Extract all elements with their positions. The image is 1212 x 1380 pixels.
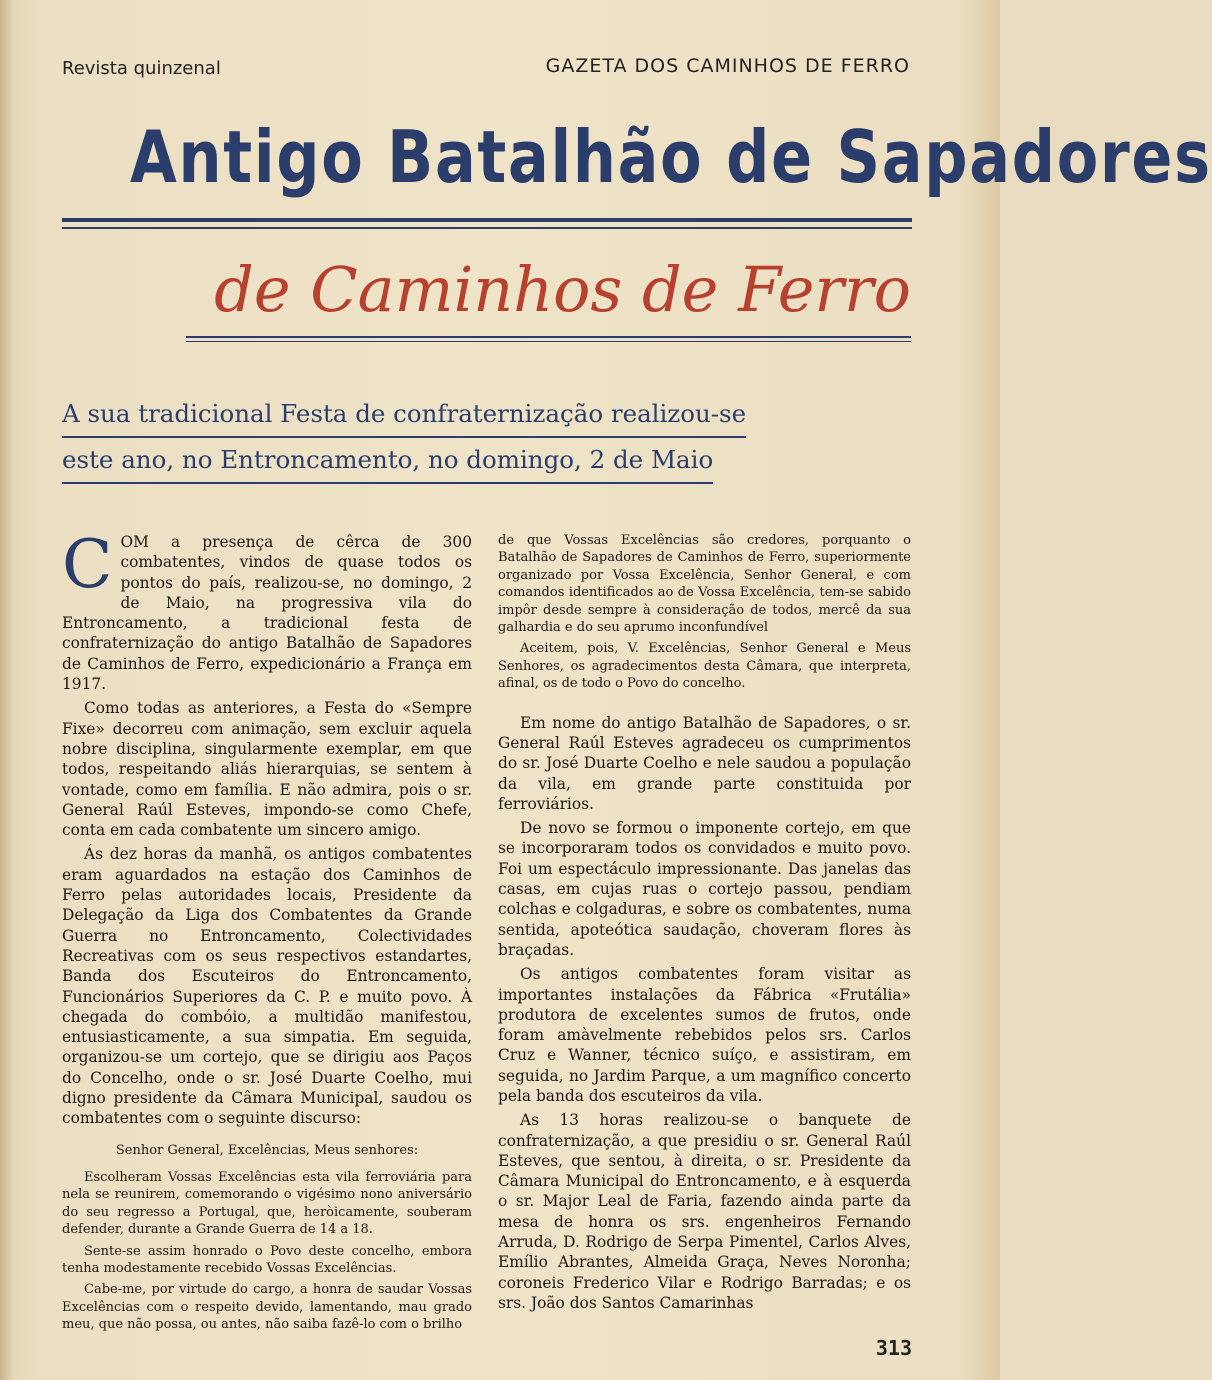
speech-paragraph: de que Vossas Excelências são credores, porquanto o Batalhão de Sapadores de Caminhos de Ferro, superiormente organizado por Vossa Excelência, Senhor General, e com comandos identificados ao de Vossa Excelência, tem-se sabido impôr desde sempre à consideração de todos, mercê da sua galhardia e do seu aprumo inconfundível [498,533,911,636]
speech-salutation: Senhor General, Excelências, Meus senhores: [115,1142,419,1158]
speech-paragraph: Cabe-me, por virtude do cargo, a honra de saudar Vossas Excelências com o respeito devido, lamentando, mau grado meu, que não possa, ou antes, não saiba fazê-lo com o brilho [62,1282,472,1333]
paragraph [62,526,472,694]
right-column [498,532,911,1317]
left-column [62,526,472,1338]
page-number: 313 [875,1336,912,1360]
paragraph: Como todas as anteriores, a Festa do «Sempre Fixe» decorreu com animação, sem excluir aquela nobre disciplina, singularmente exemplar, em que todos, respeitando aliás hierarquias, se sentem à vontade, como em família. E não admira, pois o sr. General Raúl Esteves, impondo-se como Chefe, conta em cada combatente um sincero amigo. [62,699,472,840]
paragraph: De novo se formou o imponente cortejo, em que se incorporaram todos os convidados e muito povo. Foi um espectáculo impressionante. Das janelas das casas, em cujas ruas o cortejo passou, pendiam colchas e colgaduras, e sobre os combatentes, numa sentida, apoteótica saudação, choveram flores às braçadas. [498,819,911,959]
deck-line-2: este ano, no Entroncamento, no domingo, 2 de Maio [62,438,713,484]
header-periodicity: Revista quinzenal [62,58,221,79]
title-rule-thin [62,227,912,229]
deck-line-1: A sua tradicional Festa de confraternização realizou-se [62,392,746,438]
speech-paragraph: Aceitem, pois, V. Excelências, Senhor General e Meus Senhores, os agradecimentos desta Câmara, que interpreta, afinal, os de todo o Povo do concelho. [498,641,911,692]
header-publication-name: GAZETA DOS CAMINHOS DE FERRO [545,55,910,77]
paragraph: Os antigos combatentes foram visitar as importantes instalações da Fábrica «Frutália» produtora de excelentes sumos de frutos, onde foram amàvelmente rebebidos pelos srs. Carlos Cruz e Wanner, técnico suíço, e assistiram, em seguida, no Jardim Parque, a um magnífico concerto pela banda dos escuteiros da vila. [498,965,911,1105]
paragraph: As 13 horas realizou-se o banquete de confraternização, a que presidiu o sr. General Raúl Esteves, que sentou, à direita, o sr. Presidente da Câmara Municipal do Entroncamento, e à esquerda o sr. Major Leal de Faria, fazendo ainda parte da mesa de honra os srs. engenheiros Fernando Arruda, D. Rodrigo de Serpa Pimentel, Carlos Alves, Emílio Abrantes, Almeida Graça, Neves Noronha; coroneis Frederico Vilar e Rodrigo Barradas; e os srs. João dos Santos Camarinhas [498,1111,911,1312]
article-deck [62,392,822,484]
paragraph-text: OM a presença de cêrca de 300 combatentes, vindos de quase todos os pontos do país, realizou-se, no domingo, 2 de Maio, na progressiva vila do Entroncamento, a tradicional festa de confraternização do antigo Batalhão de Sapadores de Caminhos de Ferro, expedicionário a França em 1917. [62,533,472,694]
paragraph: Em nome do antigo Batalhão de Sapadores, o sr. General Raúl Esteves agradeceu os cumprimentos do sr. José Duarte Coelho e nele saudou a população da vila, em grande parte constituida por ferroviários. [498,713,911,813]
speech-paragraph: Sente-se assim honrado o Povo deste concelho, embora tenha modestamente recebido Vossas Excelências. [62,1243,472,1276]
subtitle-rule-thin [186,341,911,342]
paragraph: Ás dez horas da manhã, os antigos combatentes eram aguardados na estação dos Caminhos de Ferro pelas autoridades locais, Presidente da Delegação da Liga dos Combatentes da Grande Guerra no Entroncamento, Colectividades Recreativas com os seus respectivos estandartes, Banda dos Escuteiros do Entroncamento, Funcionários Superiores da C. P. e muito povo. À chegada do combóio, a multidão manifestou, entusiasticamente, a sua simpatia. Em seguida, organizou-se um cortejo, que se dirigiu aos Paços do Concelho, onde o sr. José Duarte Coelho, mui digno presidente da Câmara Municipal, saudou os combatentes com o seguinte discurso: [62,845,472,1128]
speech-paragraph: Escolheram Vossas Excelências esta vila ferroviária para nela se reunirem, comemorando o vigésimo nono aniversário do seu regresso a Portugal, que, heròicamente, souberam defender, durante a Grande Guerra de 14 a 18. [62,1169,472,1238]
article-title: Antigo Batalhão de Sapadores [130,115,1212,199]
article-subtitle: de Caminhos de Ferro [214,253,911,326]
subtitle-rule [186,336,911,338]
drop-cap: C [62,526,113,603]
section-spacer [498,697,911,713]
title-rule [62,218,912,222]
